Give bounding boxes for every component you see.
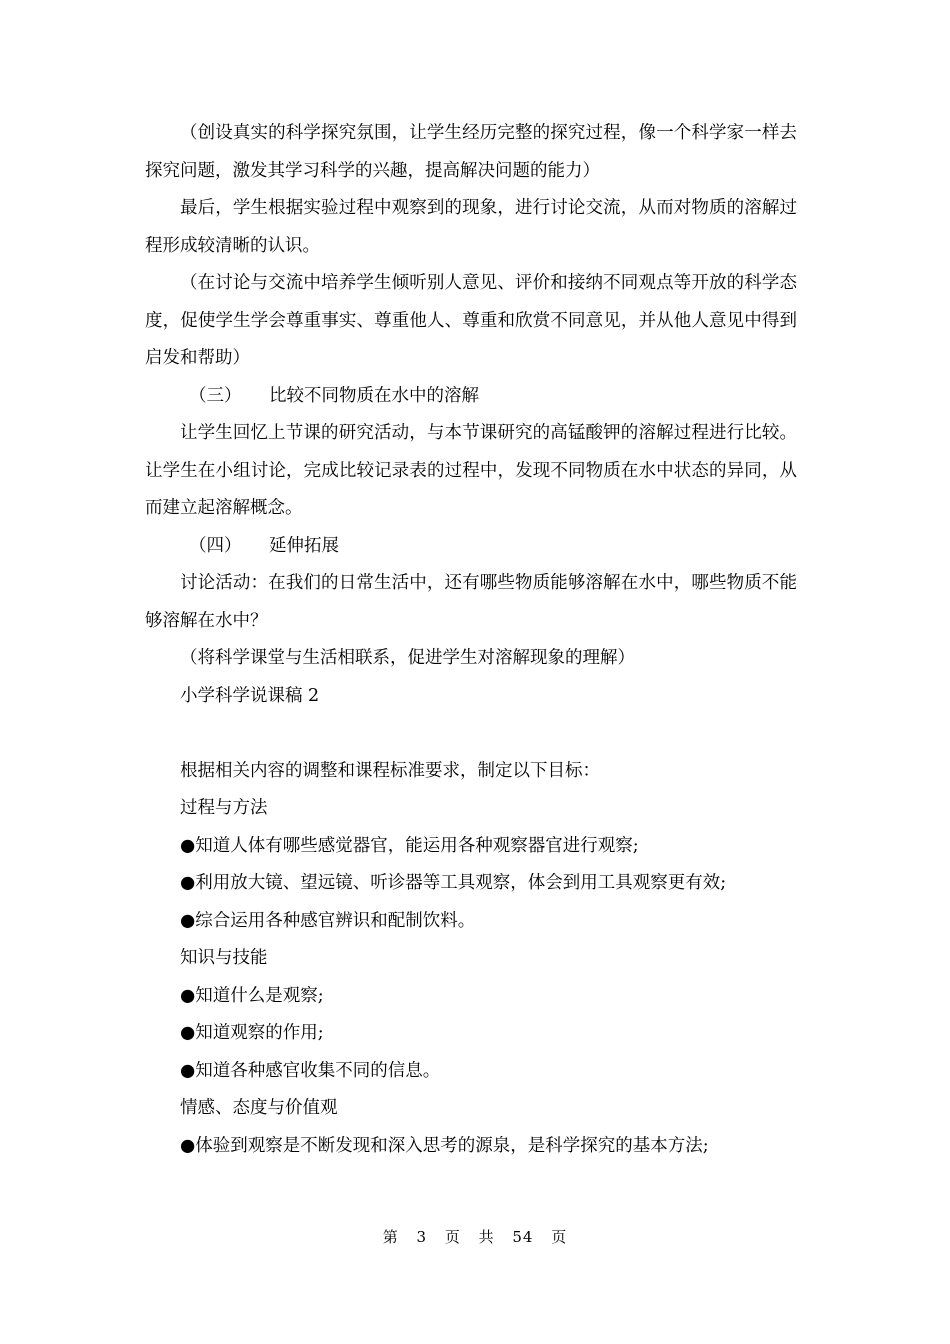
document-title: 小学科学说课稿 2 <box>180 685 320 706</box>
section-title: 比较不同物质在水中的溶解 <box>269 385 479 406</box>
subheading-process-methods: 过程与方法 <box>180 798 268 818</box>
page-footer: 第 3 页 共 54 页 <box>382 1228 568 1246</box>
paragraph-compare: 让学生回忆上节课的研究活动，与本节课研究的高锰酸钾的溶解过程进行比较。让学生在小组讨论，完成比较记录表的过程中，发现不同物质在水中状态的异同，从而建立起溶解概念。 <box>145 423 797 518</box>
paragraph-inquiry-note: （创设真实的科学探究氛围，让学生经历完整的探究过程，像一个科学家一样去探究问题，激发其学习科学的兴趣，提高解决问题的能力） <box>145 123 797 181</box>
paragraph-extension-note: （将科学课堂与生活相联系，促进学生对溶解现象的理解） <box>180 648 635 668</box>
section-heading-4 <box>145 528 797 566</box>
list-item: ●综合运用各种感官辨识和配制饮料。 <box>180 910 476 931</box>
paragraph-goals-intro: 根据相关内容的调整和课程标准要求，制定以下目标： <box>180 760 600 781</box>
subheading-knowledge-skills: 知识与技能 <box>180 948 268 968</box>
blank-line <box>145 715 797 753</box>
paragraph-attitude-note: （在讨论与交流中培养学生倾听别人意见、评价和接纳不同观点等开放的科学态度，促使学生学会尊重事实、尊重他人、尊重和欣赏不同意见，并从他人意见中得到启发和帮助） <box>145 273 797 368</box>
section-number: （三） <box>189 385 242 406</box>
list-item: ●体验到观察是不断发现和深入思考的源泉，是科学探究的基本方法; <box>180 1135 709 1156</box>
page-content <box>145 115 797 1165</box>
list-item: ●知道人体有哪些感觉器官，能运用各种观察器官进行观察; <box>180 835 639 856</box>
section-heading-3 <box>145 378 797 416</box>
paragraph-discussion: 最后，学生根据实验过程中观察到的现象，进行讨论交流，从而对物质的溶解过程形成较清晰的认识。 <box>145 198 797 256</box>
list-item: ●知道各种感官收集不同的信息。 <box>180 1060 441 1081</box>
section-title: 延伸拓展 <box>269 535 339 556</box>
section-number: （四） <box>189 535 242 556</box>
subheading-emotion-values: 情感、态度与价值观 <box>180 1098 338 1118</box>
list-item: ●知道观察的作用; <box>180 1023 324 1043</box>
list-item: ●知道什么是观察; <box>180 985 324 1006</box>
list-item: ●利用放大镜、望远镜、听诊器等工具观察，体会到用工具观察更有效; <box>180 873 727 893</box>
paragraph-discussion-activity: 讨论活动：在我们的日常生活中，还有哪些物质能够溶解在水中，哪些物质不能够溶解在水中？ <box>145 573 797 631</box>
